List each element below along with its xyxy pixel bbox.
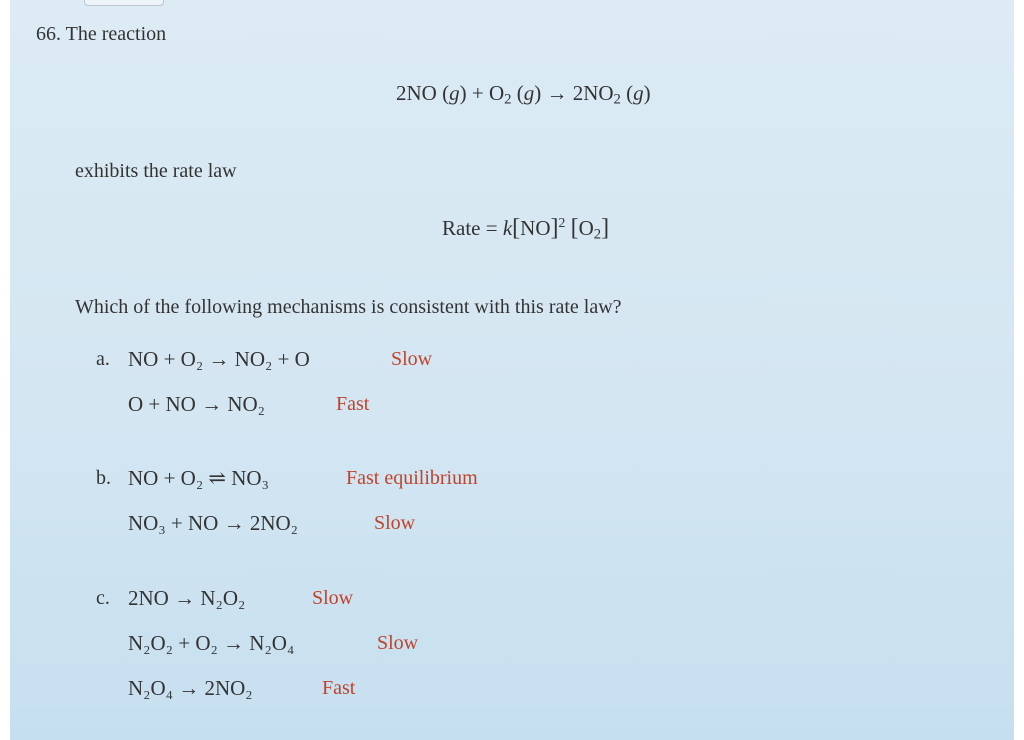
- question-card: [10, 0, 1014, 740]
- option-b-step-1: NO + O₂ ⇌ NO₃: [128, 466, 269, 490]
- option-b-step-2: NO₃ + NO → 2NO₂: [128, 511, 298, 535]
- option-a-step-2-rate: Fast: [336, 393, 370, 415]
- option-c-step-2: N₂O₂ + O₂ → N₂O₄: [128, 631, 295, 655]
- option-a-letter[interactable]: a.: [96, 348, 110, 370]
- option-b-step-2-rate: Slow: [374, 512, 416, 534]
- option-b-step-1-rate: Fast equilibrium: [346, 467, 478, 489]
- option-c-step-1-rate: Slow: [312, 587, 354, 609]
- option-a-step-2: O + NO → NO₂: [128, 392, 265, 416]
- rate-law-intro: exhibits the rate law: [75, 160, 237, 182]
- option-c-letter[interactable]: c.: [96, 587, 110, 609]
- top-button[interactable]: [84, 0, 164, 6]
- option-c-step-1: 2NO → N₂O₂: [128, 586, 246, 610]
- rate-law-equation: Rate = k[NO]$^2$ $[O_2]$: [442, 214, 610, 243]
- option-b-letter[interactable]: b.: [96, 467, 111, 489]
- option-c-step-3: N₂O₄ → 2NO₂: [128, 676, 253, 700]
- reaction-equation: 2NO $(g) + O_2$ $(g) \to 2NO_2$ (g): [396, 81, 651, 108]
- question-intro: The reaction: [65, 23, 167, 45]
- question-prompt: Which of the following mechanisms is consistent with this rate law?: [75, 296, 622, 318]
- question-number: 66.: [36, 23, 61, 45]
- option-c-step-3-rate: Fast: [322, 677, 356, 699]
- option-a-step-1: NO + O₂ → NO₂ + O: [128, 347, 310, 371]
- option-a-step-1-rate: Slow: [391, 348, 433, 370]
- question-header: [36, 22, 166, 46]
- option-c-step-2-rate: Slow: [377, 632, 419, 654]
